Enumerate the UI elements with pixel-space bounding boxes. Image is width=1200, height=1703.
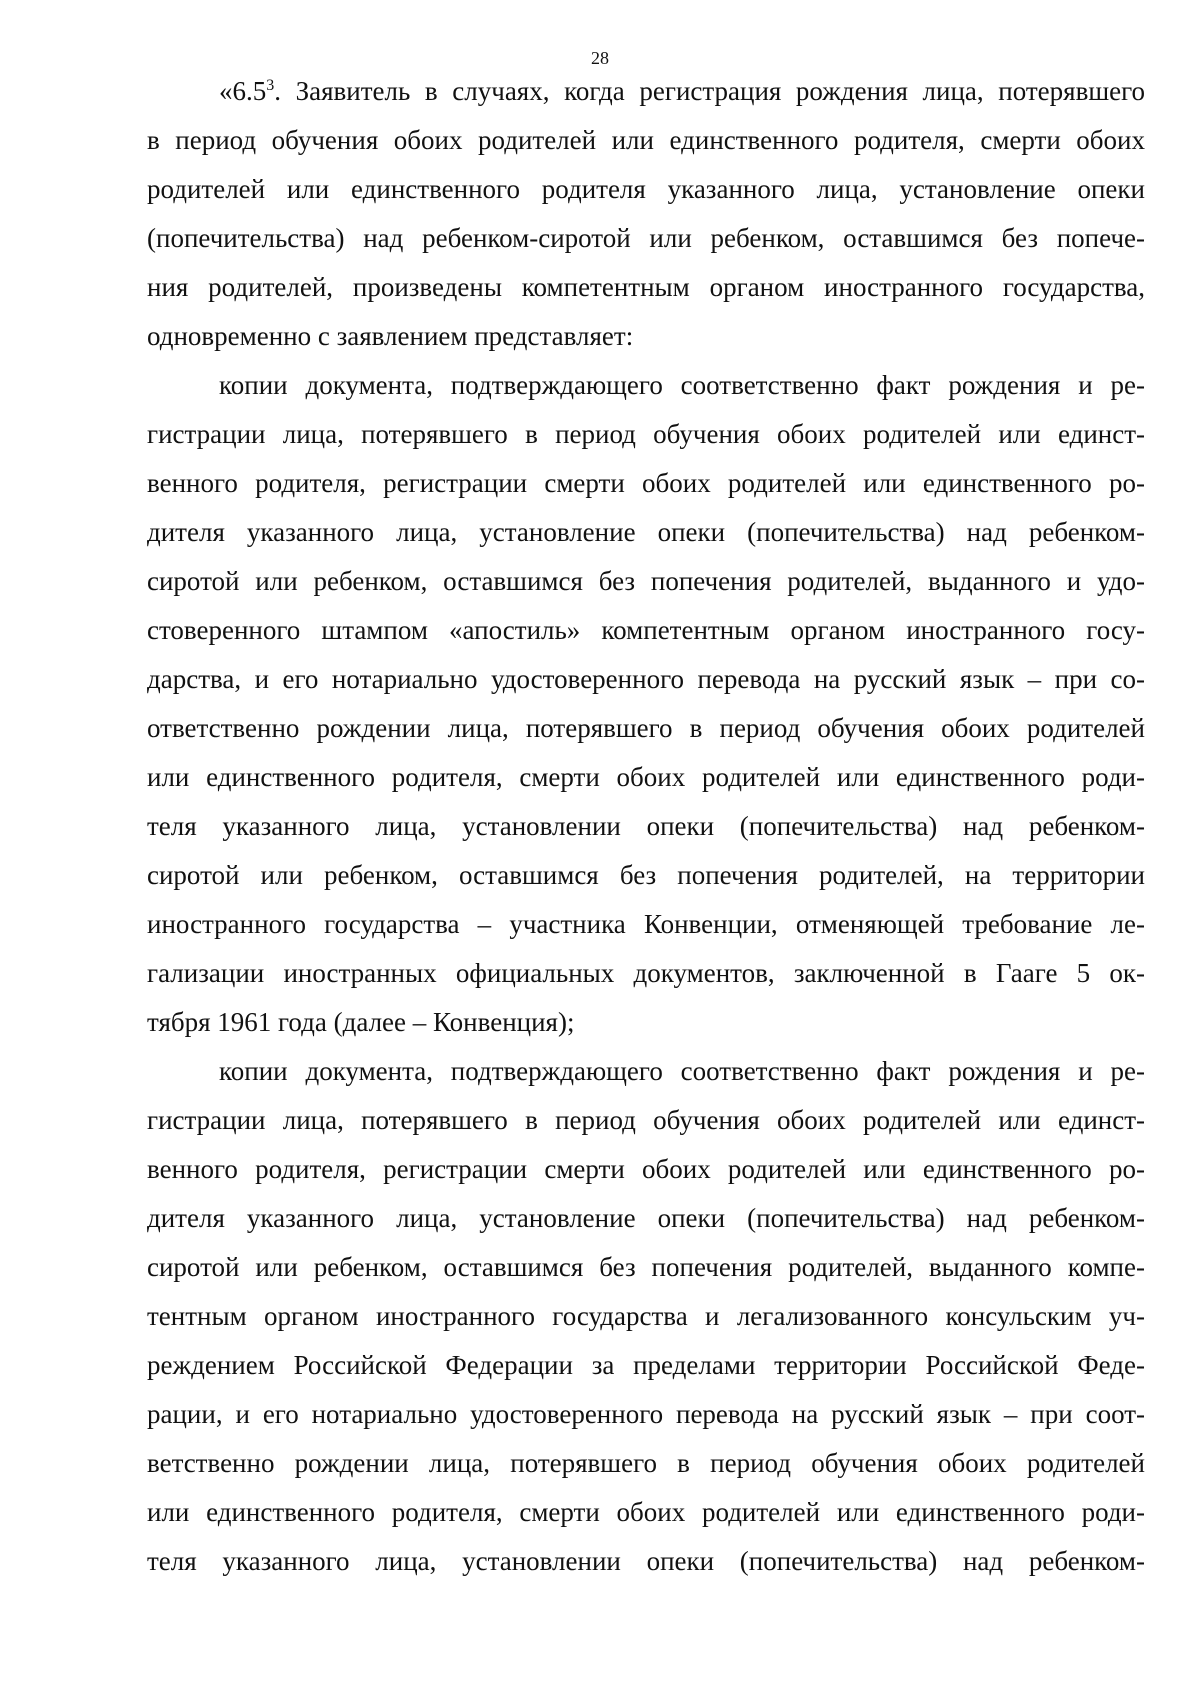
text-line: стоверенного штампом «апостиль» компетентным органом иностранного госу- [147, 615, 1145, 645]
text-line: гистрации лица, потерявшего в период обучения обоих родителей или единст- [147, 419, 1145, 449]
text-line: или единственного родителя, смерти обоих родителей или единственного роди- [147, 762, 1145, 792]
text-line: ветственно рождении лица, потерявшего в период обучения обоих родителей [147, 1448, 1145, 1478]
text-line: сиротой или ребенком, оставшимся без попечения родителей, выданного компе- [147, 1252, 1145, 1282]
text-line: реждением Российской Федерации за пределами территории Российской Феде- [147, 1350, 1145, 1380]
text-line-content: . Заявитель в случаях, когда регистрация рождения лица, потерявшего [274, 76, 1145, 106]
text-line: гализации иностранных официальных документов, заключенной в Гааге 5 ок- [147, 958, 1145, 988]
text-line: копии документа, подтверждающего соответственно факт рождения и ре- [219, 1056, 1145, 1086]
text-line [147, 67, 1145, 116]
text-line: венного родителя, регистрации смерти обоих родителей или единственного ро- [147, 468, 1145, 498]
text-line: в период обучения обоих родителей или единственного родителя, смерти обоих [147, 125, 1145, 155]
text-line: одновременно с заявлением представляет: [147, 321, 634, 351]
text-line: тентным органом иностранного государства и легализованного консульским уч- [147, 1301, 1145, 1331]
document-body [147, 67, 1145, 1586]
text-line: иностранного государства – участника Конвенции, отменяющей требование ле- [147, 909, 1145, 939]
clause-superscript: 3 [266, 77, 275, 94]
text-line: теля указанного лица, установлении опеки (попечительства) над ребенком- [147, 811, 1145, 841]
text-line: ответственно рождении лица, потерявшего в период обучения обоих родителей [147, 713, 1145, 743]
text-line: венного родителя, регистрации смерти обоих родителей или единственного ро- [147, 1154, 1145, 1184]
text-line: или единственного родителя, смерти обоих родителей или единственного роди- [147, 1497, 1145, 1527]
text-line: гистрации лица, потерявшего в период обучения обоих родителей или единст- [147, 1105, 1145, 1135]
page-number: 28 [591, 48, 609, 68]
text-line: теля указанного лица, установлении опеки (попечительства) над ребенком- [147, 1546, 1145, 1576]
text-line: родителей или единственного родителя указанного лица, установление опеки [147, 174, 1145, 204]
text-line: сиротой или ребенком, оставшимся без попечения родителей, на территории [147, 860, 1145, 890]
text-line: дителя указанного лица, установление опеки (попечительства) над ребенком- [147, 1203, 1145, 1233]
clause-number: «6.5 [219, 76, 267, 106]
text-line: сиротой или ребенком, оставшимся без попечения родителей, выданного и удо- [147, 566, 1145, 596]
text-line: тября 1961 года (далее – Конвенция); [147, 1007, 575, 1037]
text-line: (попечительства) над ребенком-сиротой или ребенком, оставшимся без попече- [147, 223, 1145, 253]
paragraph-3 [147, 1047, 1145, 1586]
text-line: дарства, и его нотариально удостоверенного перевода на русский язык – при со- [147, 664, 1145, 694]
paragraph-2 [147, 361, 1145, 1047]
text-line: копии документа, подтверждающего соответственно факт рождения и ре- [219, 370, 1145, 400]
text-line: рации, и его нотариально удостоверенного перевода на русский язык – при соот- [147, 1399, 1145, 1429]
text-line: ния родителей, произведены компетентным органом иностранного государства, [147, 272, 1145, 302]
paragraph-1 [147, 67, 1145, 361]
text-line: дителя указанного лица, установление опеки (попечительства) над ребенком- [147, 517, 1145, 547]
